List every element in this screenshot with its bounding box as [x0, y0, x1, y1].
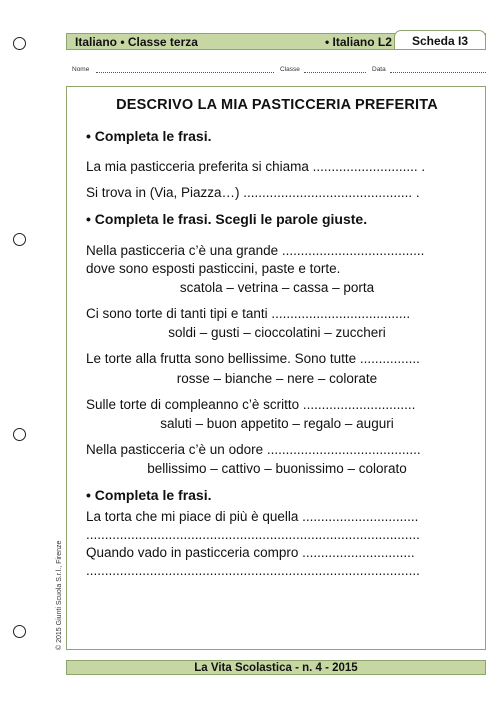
question-5-options: bellissimo – cattivo – buonissimo – colorato [147, 461, 407, 476]
date-field[interactable] [390, 72, 486, 73]
exercise-3-line-3: Quando vado in pasticceria compro .............................. [86, 545, 415, 560]
question-1-line-2: dove sono esposti pasticcini, paste e torte. [86, 261, 341, 276]
class-field[interactable] [304, 72, 366, 73]
binder-hole-top [13, 37, 26, 50]
class-label: Classe [280, 66, 300, 73]
question-2-options: soldi – gusti – cioccolatini – zuccheri [168, 325, 386, 340]
question-4-options: saluti – buon appetito – regalo – auguri [160, 416, 394, 431]
exercise-1-line-1: La mia pasticceria preferita si chiama ............................ . [86, 159, 426, 174]
question-4-line-1: Sulle torte di compleanno c’è scritto .............................. [86, 397, 416, 412]
footer-bar: La Vita Scolastica - n. 4 - 2015 [66, 660, 486, 675]
question-2-line-1: Ci sono torte di tanti tipi e tanti ..................................... [86, 306, 411, 321]
exercise-3-line-2: ......................................................................................... [86, 527, 420, 542]
exercise-1-line-2: Si trova in (Via, Piazza…) ............................................. . [86, 185, 420, 200]
exercise-3-line-4: ......................................................................................... [86, 563, 420, 578]
sheet-tab: Scheda I3 [394, 30, 486, 50]
binder-hole-lower-middle [13, 428, 26, 441]
question-5-line-1: Nella pasticceria c’è un odore ......................................... [86, 442, 421, 457]
header-bar [66, 33, 486, 50]
question-1-line-1: Nella pasticceria c’è una grande ...................................... [86, 243, 425, 258]
name-field[interactable] [96, 72, 274, 73]
name-label: Nome [72, 66, 90, 73]
question-3-options: rosse – bianche – nere – colorate [176, 371, 378, 386]
header-level: • Italiano L2 [325, 35, 392, 49]
header-subject-class: Italiano • Classe terza [75, 35, 198, 49]
binder-hole-upper-middle [13, 233, 26, 246]
worksheet-title: DESCRIVO LA MIA PASTICCERIA PREFERITA [116, 97, 438, 113]
copyright-notice: © 2015 Giunti Scuola S.r.l., Firenze [56, 540, 63, 650]
question-3-line-1: Le torte alla frutta sono bellissime. Sono tutte ................ [86, 351, 420, 366]
exercise-1-heading: • Completa le frasi. [86, 128, 212, 144]
question-1-options: scatola – vetrina – cassa – porta [179, 280, 375, 295]
student-fields [72, 66, 486, 76]
binder-hole-bottom [13, 625, 26, 638]
exercise-3-heading: • Completa le frasi. [86, 487, 212, 503]
date-label: Data [372, 66, 386, 73]
worksheet-card [66, 86, 486, 650]
exercise-2-heading: • Completa le frasi. Scegli le parole giuste. [86, 211, 368, 227]
exercise-3-line-1: La torta che mi piace di più è quella ............................... [86, 509, 419, 524]
